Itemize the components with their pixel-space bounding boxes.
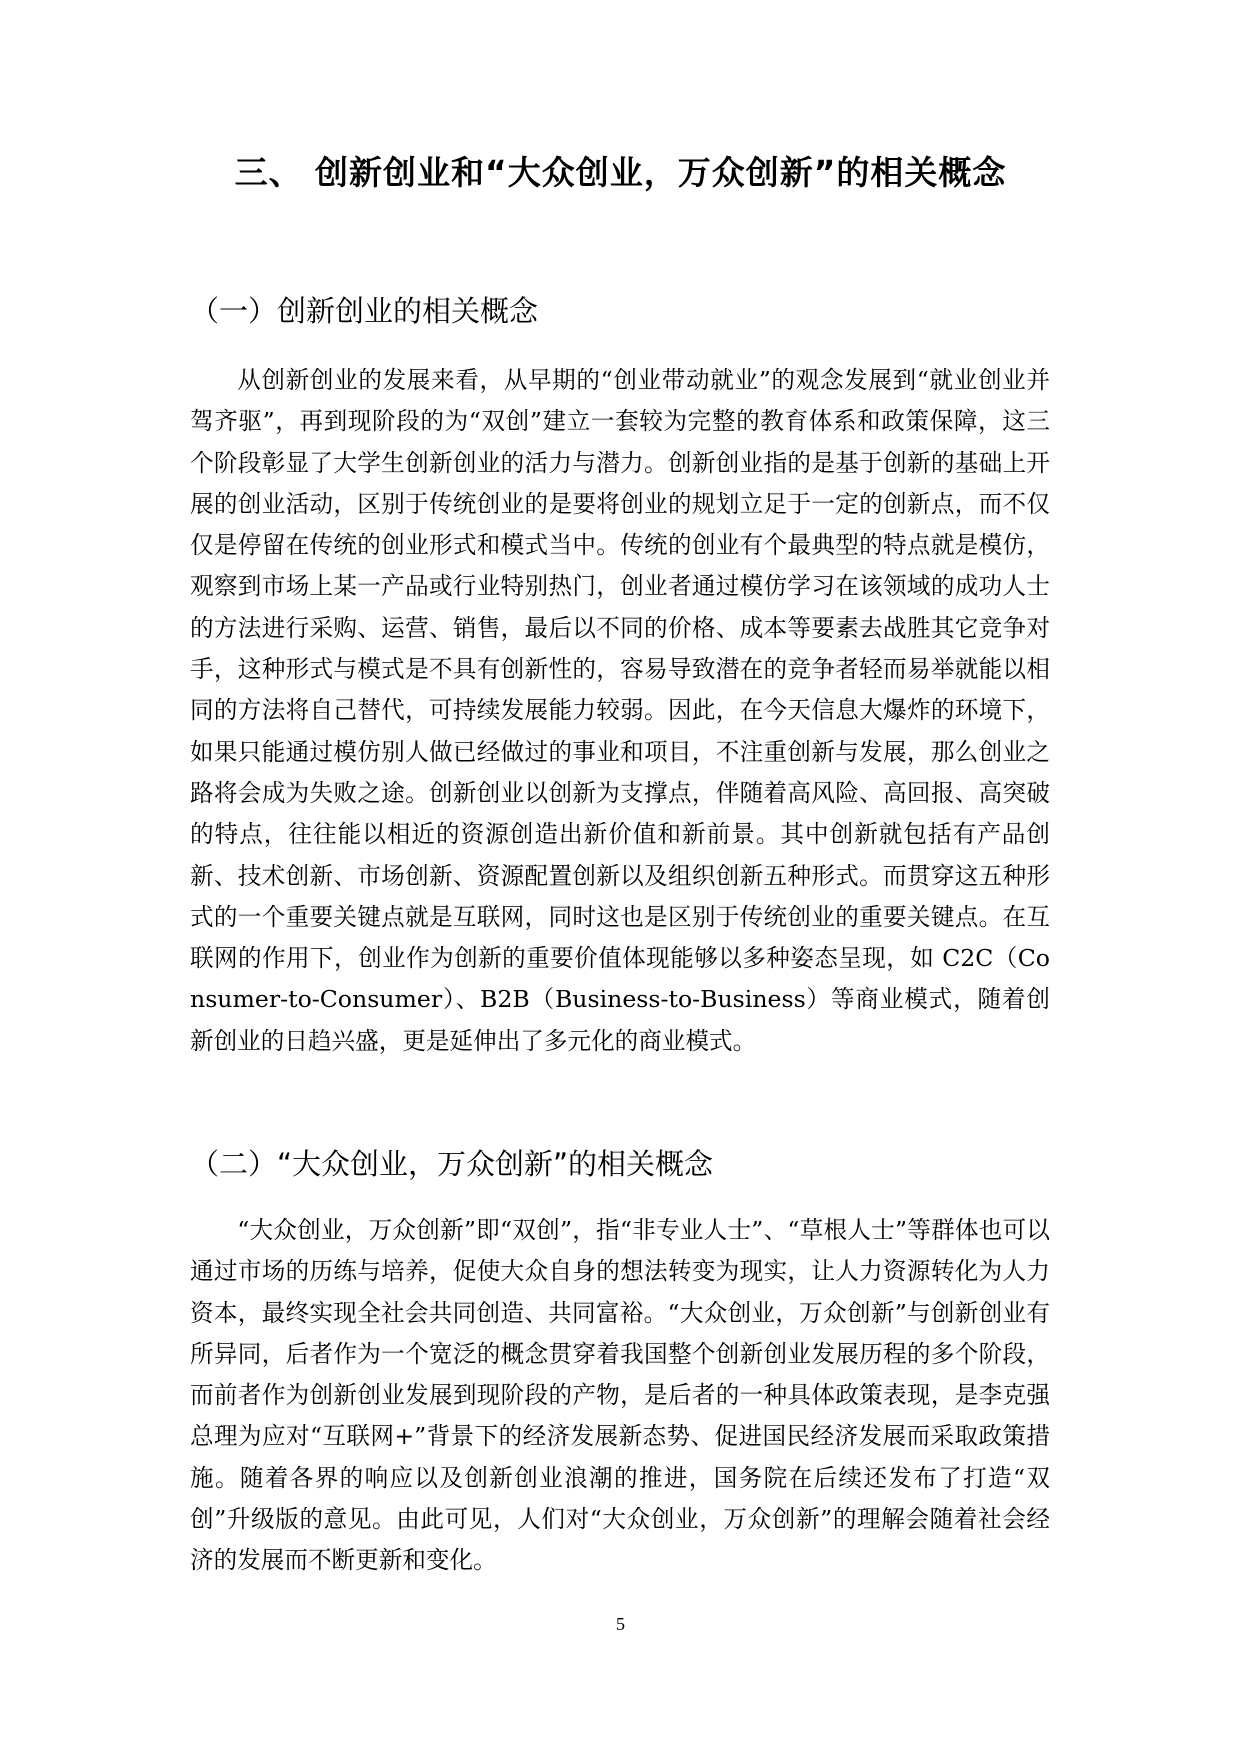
section-heading-1: （一）创新创业的相关概念 bbox=[190, 294, 539, 328]
chapter-title: 三、 创新创业和“大众创业，万众创新”的相关概念 bbox=[234, 153, 1007, 192]
section-heading-2: （二）“大众创业，万众创新”的相关概念 bbox=[190, 1147, 714, 1181]
section-paragraph-1: 从创新创业的发展来看，从早期的“创业带动就业”的观念发展到“就业创业并驾齐驱”，再到现阶段的为“双创”建立一套较为完整的教育体系和政策保障，这三个阶段彰显了大学生创新创业的活力与潜力。创新创业指的是基于创新的基础上开展的创业活动，区别于传统创业的是要将创业的规划立足于一定的创新点，而不仅仅是停留在传统的创业形式和模式当中。传统的创业有个最典型的特点就是模仿，观察到市场上某一产品或行业特别热门，创业者通过模仿学习在该领域的成功人士的方法进行采购、运营、销售，最后以不同的价格、成本等要素去战胜其它竞争对手，这种形式与模式是不具有创新性的，容易导致潜在的竞争者轻而易举就能以相同的方法将自己替代，可持续发展能力较弱。因此，在今天信息大爆炸的环境下，如果只能通过模仿别人做已经做过的事业和项目，不注重创新与发展，那么创业之路将会成为失败之途。创新创业以创新为支撑点，伴随着高风险、高回报、高突破的特点，往往能以相近的资源创造出新价值和新前景。其中创新就包括有产品创新、技术创新、市场创新、资源配置创新以及组织创新五种形式。而贯穿这五种形式的一个重要关键点就是互联网，同时这也是区别于传统创业的重要关键点。在互联网的作用下，创业作为创新的重要价值体现能够以多种姿态呈现，如 C2C（Consumer-to-Consumer）、B2B（Business-to-Business）等商业模式，随着创新创业的日趋兴盛，更是延伸出了多元化的商业模式。 bbox=[190, 366, 1050, 1055]
page-number: 5 bbox=[616, 1614, 625, 1634]
section-paragraph-2: “大众创业，万众创新”即“双创”，指“非专业人士”、“草根人士”等群体也可以通过市场的历练与培养，促使大众自身的想法转变为现实，让人力资源转化为人力资本，最终实现全社会共同创造、共同富裕。“大众创业，万众创新”与创新创业有所异同，后者作为一个宽泛的概念贯穿着我国整个创新创业发展历程的多个阶段，而前者作为创新创业发展到现阶段的产物，是后者的一种具体政策表现，是李克强总理为应对“互联网+”背景下的经济发展新态势、促进国民经济发展而采取政策措施。随着各界的响应以及创新创业浪潮的推进，国务院在后续还发布了打造“双创”升级版的意见。由此可见，人们对“大众创业，万众创新”的理解会随着社会经济的发展而不断更新和变化。 bbox=[190, 1216, 1050, 1575]
